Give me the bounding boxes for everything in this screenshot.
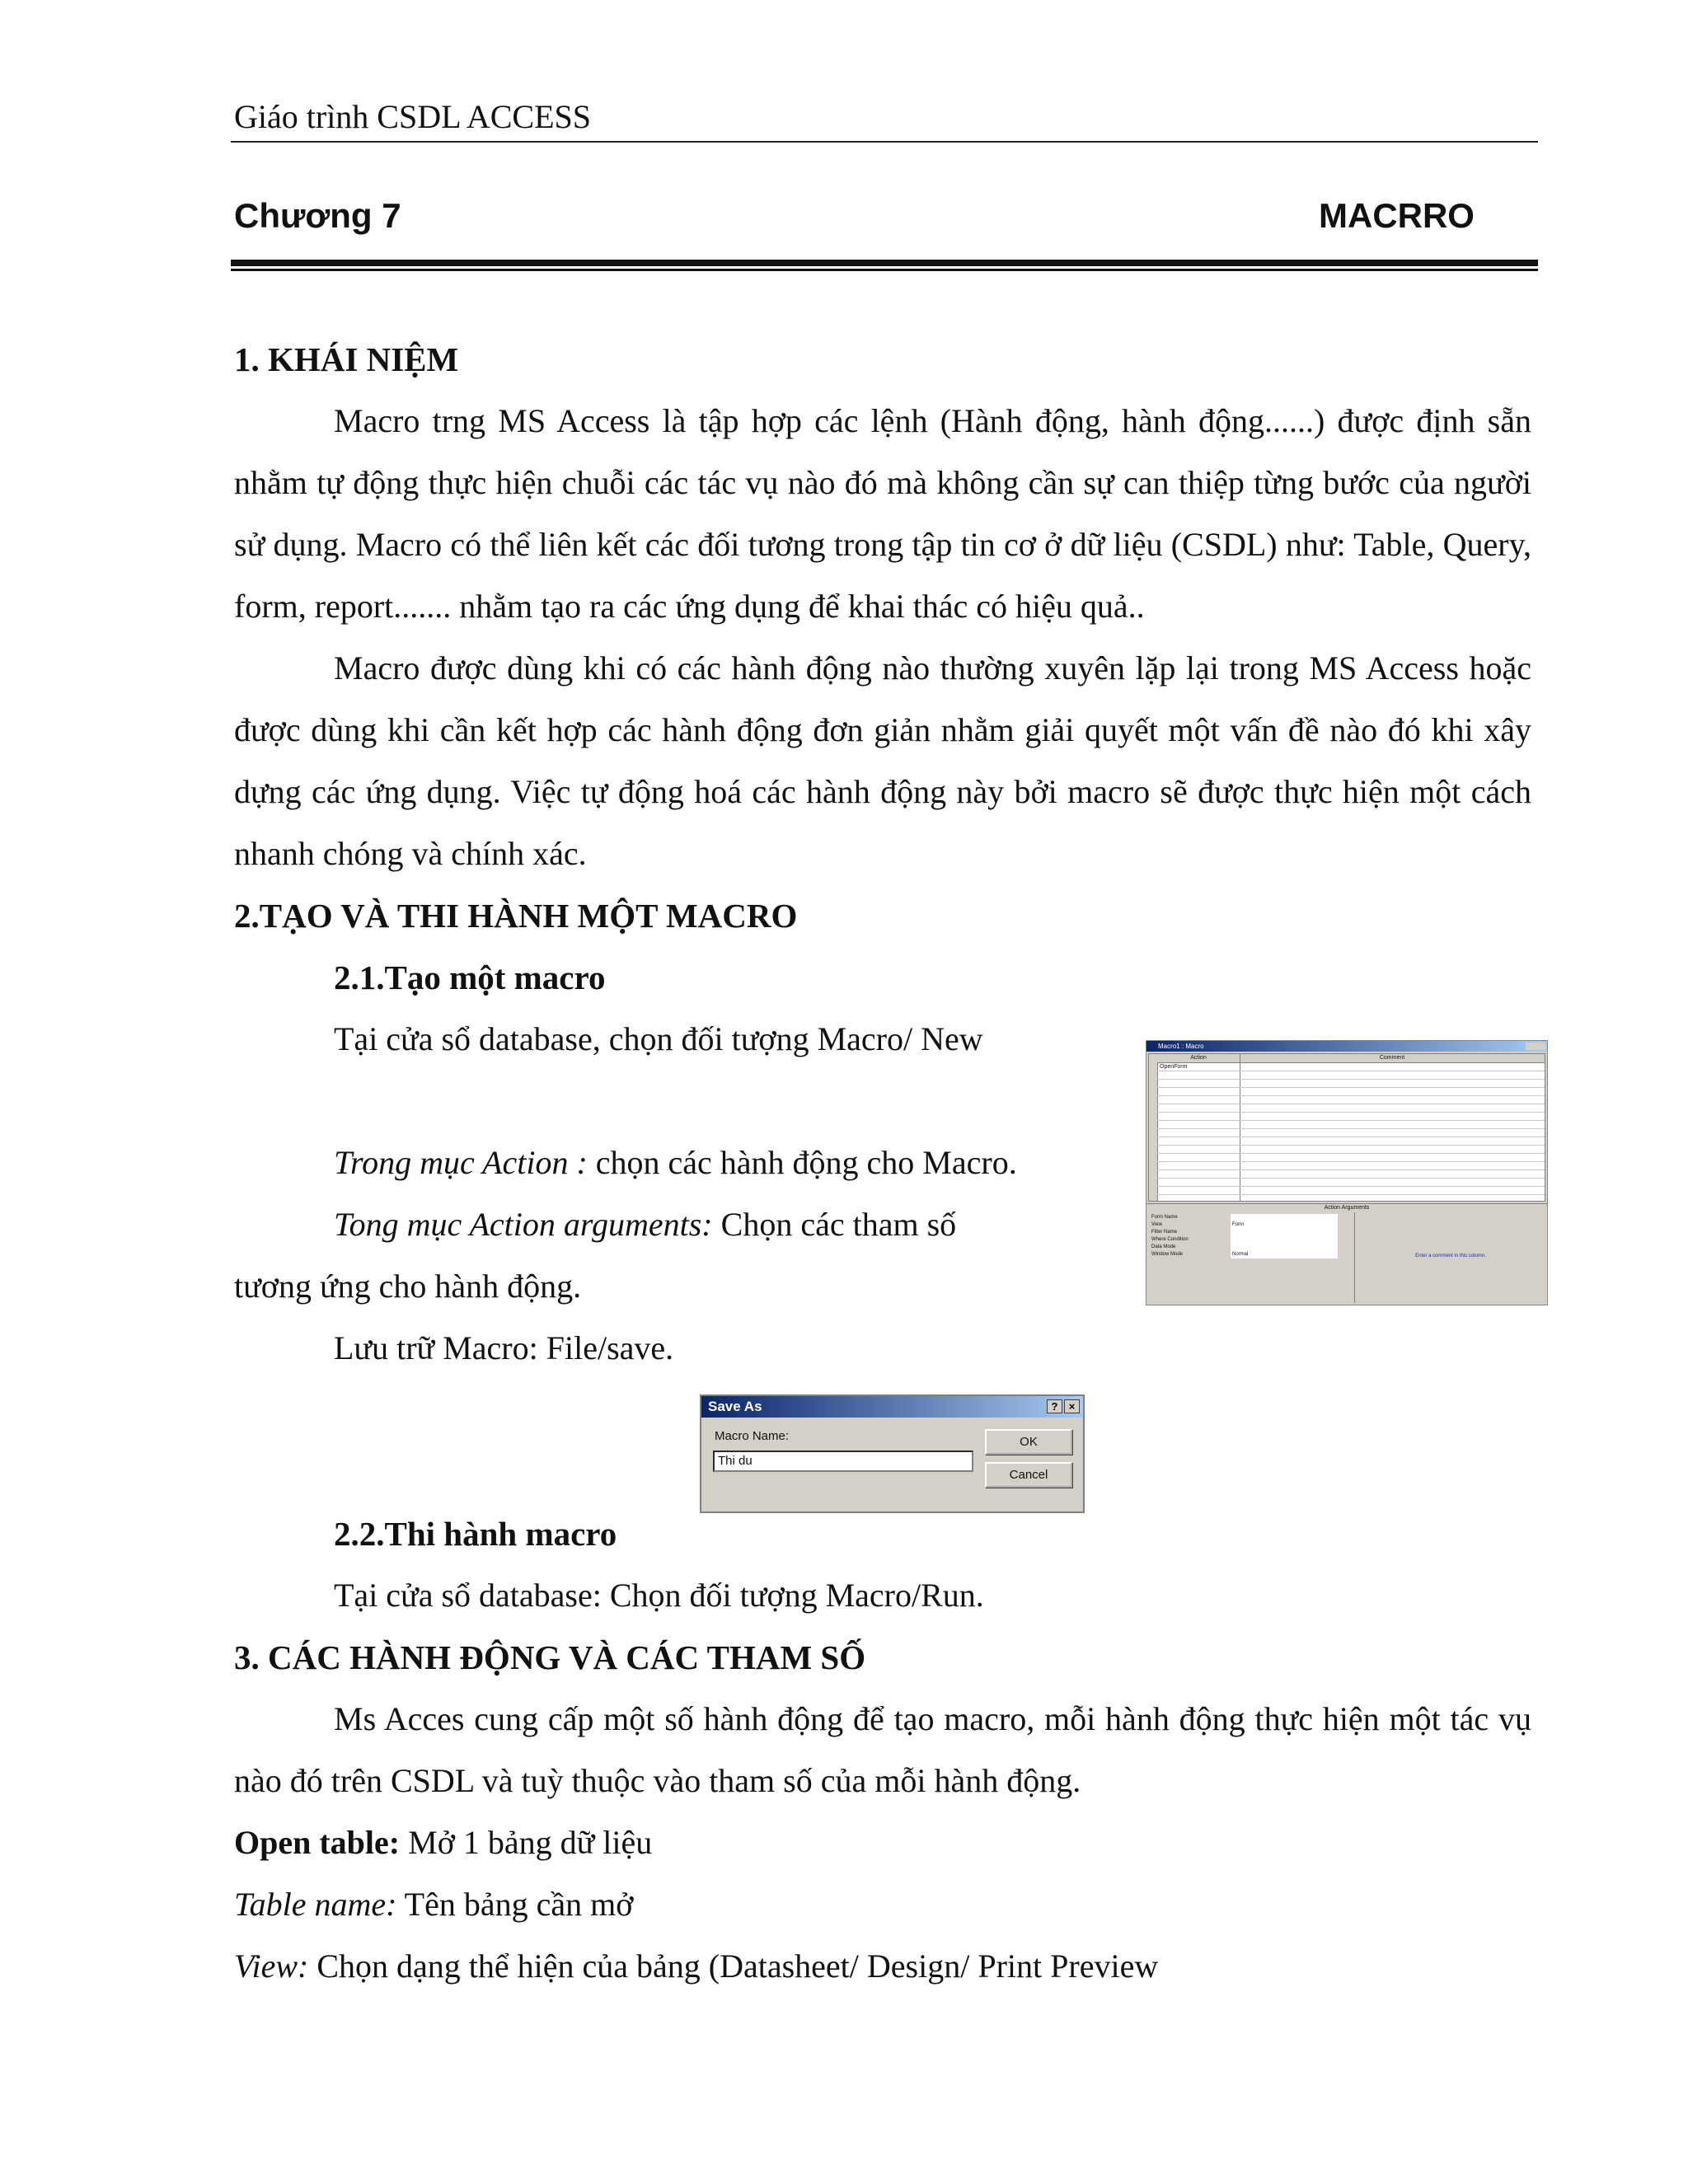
macro-name-field: Thi du — [713, 1451, 973, 1472]
macro-action-grid — [1148, 1053, 1545, 1202]
section-1-paragraph-2: Macro được dùng khi có các hành động nào thường xuyên lặp lại trong MS Access hoặc được dùng khi cần kết hợp các hành động đơn giản nhằm giải quyết một vấn đề nào đó khi xây dựng các ứng dụng. Việc tự động hoá các hành động này bởi macro sẽ được thực hiện một cách nhanh chóng và chính xác. — [234, 649, 1531, 872]
action-label: Trong mục Action : — [334, 1144, 588, 1181]
run-macro-instruction: Tại cửa sổ database: Chọn đối tượng Macro/Run. — [334, 1577, 984, 1614]
section-3-paragraph: Ms Acces cung cấp một số hành động để tạo macro, mỗi hành động thực hiện một tác vụ nào đó trên CSDL và tuỳ thuộc vào tham số của mỗi hành động. — [234, 1700, 1531, 1799]
macro-grid-header — [1149, 1054, 1545, 1063]
close-icon: × — [1064, 1399, 1080, 1413]
section-1-heading: 1. KHÁI NIỆM — [234, 340, 459, 378]
open-table-text: Mở 1 bảng dữ liệu — [400, 1824, 653, 1861]
argument-hint-panel — [1354, 1212, 1546, 1303]
ok-button: OK — [985, 1429, 1072, 1455]
macro-window-title: Macro1 : Macro — [1158, 1043, 1204, 1050]
chapter-rule-thick — [231, 260, 1538, 266]
action-arguments-panel — [1148, 1212, 1353, 1305]
macro-name-label: Macro Name: — [715, 1429, 790, 1443]
subsection-2-2-heading: 2.2.Thi hành macro — [334, 1515, 617, 1553]
section-1-paragraph-1: Macro trng MS Access là tập hợp các lệnh (Hành động, hành động......) được định sẵn nhằm tự động thực hiện chuỗi các tác vụ nào đó mà không cần sự can thiệp từng bước của người sử dụng. Macro có thể liên kết các đối tương trong tập tin cơ ở dữ liệu (CSDL) như: Table, Query, form, report....... nhằm tạo ra các ứng dụng để khai thác có hiệu quả.. — [234, 402, 1531, 625]
arguments-continuation: tương ứng cho hành động. — [234, 1268, 582, 1305]
arg-value — [1231, 1236, 1338, 1244]
arguments-instruction — [334, 1193, 956, 1255]
argument-hint-text: Enter a comment in this column. — [1415, 1254, 1486, 1258]
chapter-title: MACRRO — [1319, 196, 1475, 235]
save-as-dialog-screenshot — [700, 1394, 1085, 1513]
save-instruction: Lưu trữ Macro: File/save. — [334, 1329, 674, 1366]
table-name-label: Table name: — [234, 1886, 397, 1923]
first-action-cell: OpenForm — [1160, 1064, 1188, 1070]
open-table-line — [234, 1811, 652, 1873]
action-instruction — [334, 1132, 1017, 1193]
chapter-number: Chương 7 — [234, 196, 401, 235]
help-icon: ? — [1047, 1399, 1062, 1413]
arguments-label: Tong mục Action arguments: — [334, 1206, 713, 1243]
comment-column-header: Comment — [1379, 1055, 1405, 1061]
table-name-line — [234, 1873, 633, 1935]
arg-value: Form — [1231, 1221, 1338, 1229]
arguments-text: Chọn các tham số — [712, 1206, 957, 1243]
header-rule — [231, 141, 1538, 143]
chapter-rule-thin — [231, 269, 1538, 271]
create-macro-instruction: Tại cửa sổ database, chọn đối tượng Macro/ New — [334, 1020, 983, 1057]
cancel-button: Cancel — [985, 1462, 1072, 1488]
arg-label: Window Mode — [1151, 1252, 1184, 1257]
section-2-heading: 2.TẠO VÀ THI HÀNH MỘT MACRO — [234, 897, 798, 935]
row-selector-column — [1149, 1062, 1158, 1202]
section-3-heading: 3. CÁC HÀNH ĐỘNG VÀ CÁC THAM SỐ — [234, 1638, 866, 1676]
arg-value — [1231, 1244, 1338, 1251]
macro-design-window-screenshot — [1146, 1040, 1548, 1305]
action-text: chọn các hành động cho Macro. — [587, 1144, 1017, 1181]
save-as-titlebar — [701, 1396, 1083, 1418]
subsection-2-1-heading: 2.1.Tạo một macro — [334, 958, 606, 996]
view-line — [234, 1935, 1158, 1997]
arg-label: Filter Name — [1151, 1230, 1178, 1235]
table-name-text: Tên bảng cần mở — [396, 1886, 634, 1923]
window-controls-icon — [1526, 1043, 1545, 1050]
action-column-header: Action — [1190, 1055, 1207, 1061]
arg-label: View — [1151, 1222, 1162, 1227]
macro-window-titlebar — [1146, 1041, 1547, 1052]
arg-label: Data Mode — [1151, 1244, 1176, 1249]
save-as-title: Save As — [708, 1399, 762, 1414]
arg-value — [1231, 1214, 1338, 1221]
arg-value — [1231, 1229, 1338, 1236]
arg-label: Where Condition — [1151, 1237, 1189, 1242]
running-header: Giáo trình CSDL ACCESS — [234, 98, 592, 135]
open-table-label: Open table: — [234, 1824, 401, 1861]
arg-value: Normal — [1231, 1251, 1338, 1258]
view-text: Chọn dạng thể hiện của bảng (Datasheet/ Design/ Print Preview — [308, 1947, 1159, 1985]
view-label: View: — [234, 1947, 309, 1985]
arg-label: Form Name — [1151, 1215, 1178, 1220]
action-arguments-heading: Action Arguments — [1146, 1203, 1547, 1212]
